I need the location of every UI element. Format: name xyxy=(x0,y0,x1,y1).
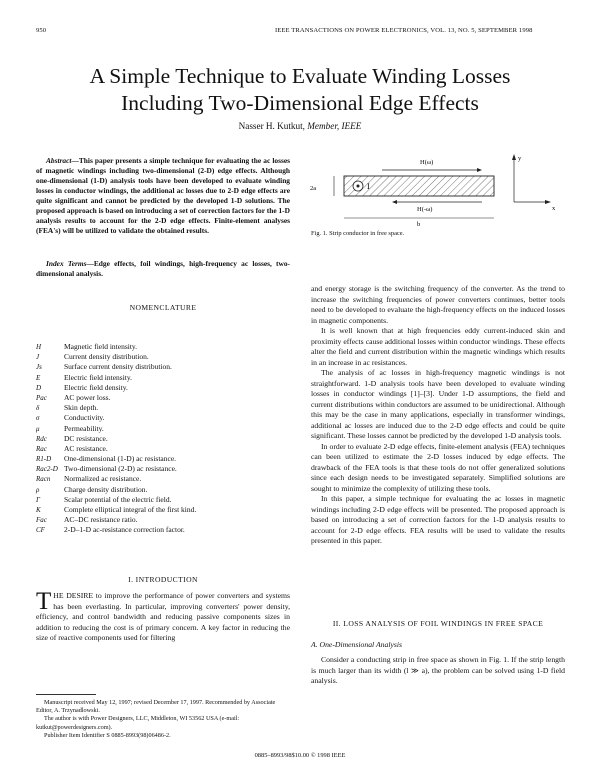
nomenclature-item xyxy=(36,383,290,393)
nom-definition: Conductivity. xyxy=(64,413,105,423)
nom-definition: Magnetic field intensity. xyxy=(64,342,138,351)
nomenclature-item xyxy=(36,525,290,535)
nom-symbol: Rac2-D xyxy=(36,465,58,474)
h-top-label: H(ω) xyxy=(420,159,434,166)
current-dot-icon xyxy=(357,185,360,188)
nom-symbol: δ xyxy=(36,404,40,413)
nom-definition: Charge density distribution. xyxy=(64,484,148,494)
nom-symbol: Rac xyxy=(36,444,47,453)
h-top-arrowhead-icon xyxy=(477,168,482,172)
nom-definition: AC power loss. xyxy=(64,392,111,402)
paper-title xyxy=(0,63,600,117)
subsection-body xyxy=(311,655,565,687)
author-membership: Member, IEEE xyxy=(307,121,362,131)
nomenclature-item xyxy=(36,495,290,505)
nom-symbol: R1-D xyxy=(36,455,52,464)
abstract xyxy=(36,156,290,236)
nom-symbol: D xyxy=(36,383,42,392)
nom-definition: Permeability. xyxy=(64,423,104,433)
author-line xyxy=(0,121,600,131)
intro-heading: I. INTRODUCTION xyxy=(128,575,198,584)
nom-symbol: J xyxy=(36,353,40,362)
current-label: I xyxy=(367,182,370,191)
nom-symbol: K xyxy=(36,506,41,514)
subsection-heading: A. One-Dimensional Analysis xyxy=(311,640,403,649)
nomenclature-item xyxy=(36,362,290,372)
page-number: 950 xyxy=(36,27,47,34)
nom-symbol: Racn xyxy=(36,475,51,484)
footnotes xyxy=(36,699,290,740)
nomenclature-item xyxy=(36,413,290,423)
nom-symbol: Fac xyxy=(36,516,47,525)
h-bottom-arrowhead-icon xyxy=(392,200,397,204)
nom-definition: Electric field density. xyxy=(64,382,128,392)
index-terms-text: Edge effects, foil windings, high-frequency ac losses, two-dimensional analysis. xyxy=(36,259,291,278)
x-axis-label: x xyxy=(552,205,556,212)
nomenclature-item xyxy=(36,403,290,413)
nom-definition: Electric field intensity. xyxy=(64,372,133,382)
y-axis-label: y xyxy=(518,155,522,162)
nomenclature-item xyxy=(36,444,290,454)
figure-caption: Fig. 1. Strip conductor in free space. xyxy=(311,230,405,237)
author-name: Nasser H. Kutkut, xyxy=(238,121,305,131)
figure-strip-conductor xyxy=(302,150,572,228)
nom-definition: Normalized ac resistance. xyxy=(64,474,142,484)
nom-definition: AC resistance. xyxy=(64,443,108,453)
footnote-rule xyxy=(36,694,96,695)
x-axis-arrowhead-icon xyxy=(545,200,551,204)
nom-definition: Current density distribution. xyxy=(64,352,149,362)
abstract-text: This paper presents a simple technique for evaluating the ac losses of magnetic windings including two-dimensional (2-D) edge effects. Although one-dimensional (1-D) analysis tools have been developed to evaluate winding losses in conductor windings, the additional ac losses due to 2-D edge effects are quite significant and cannot be predicted by the developed 1-D solutions. The proposed approach is based on introducing a set of correction factors for the 1-D analysis results to account for the 2-D edge effects. Finite-element analyses (FEA's) will be utilized to validate the obtained results. xyxy=(36,156,290,235)
index-terms xyxy=(36,259,290,279)
nom-definition: 2-D–1-D ac-resistance correction factor. xyxy=(64,525,185,535)
paragraph-analysis: The analysis of ac losses in high-frequency magnetic windings is not straightforward. 1-D analysis tools have been developed to evaluate winding losses in conductor windings [1]–[3]. Under 1-D assumptions, the field and current distributions within conductors are assumed to be unidirectional. Although this may be the case in many applications, especially in transformer windings, additional ac losses are induced due to the 2-D edge effects and could be quite significant. These losses cannot be predicted by the developed 1-D analysis tools. xyxy=(311,368,565,440)
intro-paragraph xyxy=(36,588,290,644)
footnote-identifier: Publisher Item Identifier S 0885-8993(98)06486-2. xyxy=(44,731,171,739)
paragraph-1d-analysis: Consider a conducting strip in free space as shown in Fig. 1. If the strip length is much larger than its width (l ≫ a), the problem can be solved using 1-D field analysis. xyxy=(311,655,565,685)
nom-symbol: ρ xyxy=(36,485,40,494)
nom-symbol: Pac xyxy=(36,393,47,402)
nomenclature-heading: NOMENCLATURE xyxy=(129,303,197,312)
right-column xyxy=(311,284,565,547)
nomenclature-item xyxy=(36,434,290,444)
nom-symbol: Rdc xyxy=(36,434,47,443)
nom-symbol: CF xyxy=(36,526,45,535)
nom-definition: Surface current density distribution. xyxy=(64,362,172,372)
nom-definition: Complete elliptical integral of the first kind. xyxy=(64,505,197,514)
nomenclature-item xyxy=(36,515,290,525)
nom-symbol: Γ xyxy=(36,495,40,504)
nomenclature-item xyxy=(36,474,290,484)
y-axis-arrowhead-icon xyxy=(512,154,516,160)
nom-definition: One-dimensional (1-D) ac resistance. xyxy=(64,454,177,464)
running-header: IEEE TRANSACTIONS ON POWER ELECTRONICS, VOL. 13, NO. 5, SEPTEMBER 1998 xyxy=(275,27,533,34)
nom-definition: Scalar potential of the electric field. xyxy=(64,494,172,504)
nom-symbol: H xyxy=(36,343,42,351)
paragraph-eddy-current: It is well known that at high frequencies eddy current-induced skin and proximity effects cause additional losses within conductor windings. These effects alter the field and current distribution within the magnetic windings which results in an increase in ac resistances. xyxy=(311,326,565,367)
nom-symbol: μ xyxy=(36,424,40,433)
paragraph-fea: In order to evaluate 2-D edge effects, finite-element analysis (FEA) techniques can been utilized to estimate the 2-D losses induced by edge effects. The drawback of the FEA tools is that these tools do not offer generalized solutions since each design needs to be investigated separately. Simplified solutions are sought to minimize the complexity of utilizing these tools. xyxy=(311,441,565,493)
paragraph-continued: and energy storage is the switching frequency of the converter. As the trend to increase the switching frequencies of power converters continues, better tools need to be developed to evaluate the high-frequency effects on the induced losses in magnetic components. xyxy=(311,284,565,325)
nom-definition: Skin depth. xyxy=(64,403,99,413)
nomenclature-item xyxy=(36,373,290,383)
abstract-label: Abstract— xyxy=(46,156,79,165)
footnote-affiliation: The author is with Power Designers, LLC, Middleton, WI 53562 USA (e-mail: kutkut@powerdesigners.com). xyxy=(36,715,240,731)
title-line-2: Including Two-Dimensional Edge Effects xyxy=(121,91,479,115)
nomenclature-item xyxy=(36,464,290,474)
width-label: b xyxy=(417,221,421,228)
nomenclature-item xyxy=(36,352,290,362)
thickness-label: 2a xyxy=(310,185,317,192)
nomenclature-item xyxy=(36,485,290,495)
nomenclature-item xyxy=(36,342,290,352)
section2-heading: II. LOSS ANALYSIS OF FOIL WINDINGS IN FREE SPACE xyxy=(332,619,544,628)
nom-definition: DC resistance. xyxy=(64,433,108,443)
nomenclature-item xyxy=(36,454,290,464)
nomenclature-item xyxy=(36,505,290,515)
nomenclature-list xyxy=(36,342,290,536)
title-line-1: A Simple Technique to Evaluate Winding Losses xyxy=(89,64,511,88)
nom-symbol: Js xyxy=(36,363,42,372)
h-bottom-label: H(-ω) xyxy=(417,206,433,213)
nomenclature-item xyxy=(36,424,290,434)
index-terms-label: Index Terms— xyxy=(46,259,94,268)
nomenclature-item xyxy=(36,393,290,403)
intro-text: HE DESIRE to improve the performance of power converters and systems has been everlasting. In particular, improving converters' power density, efficiency, and control bandwidth and reducing passive components sizes in addition to reducing the cost is of primary concern. A key factor in reducing the size of reactive components used for filtering xyxy=(36,591,290,642)
nom-definition: AC–DC resistance ratio. xyxy=(64,515,138,525)
copyright-line: 0885–8993/98$10.00 © 1998 IEEE xyxy=(254,752,346,759)
nom-symbol: σ xyxy=(36,414,40,423)
paragraph-this-paper: In this paper, a simple technique for evaluating the ac losses in magnetic windings including 2-D edge effects will be presented. The proposed approach is based on introducing a set of correction factors for the 1-D analysis results to account for 2-D edge effects. FEA results will be used to validate the results presented in this paper. xyxy=(311,494,565,545)
footnote-received: Manuscript received May 12, 1997; revised December 17, 1997. Recommended by Associate Editor, A. Trzynadlowski. xyxy=(36,699,276,715)
nom-definition: Two-dimensional (2-D) ac resistance. xyxy=(64,464,177,474)
nom-symbol: E xyxy=(36,373,41,382)
drop-cap: T xyxy=(36,588,52,615)
